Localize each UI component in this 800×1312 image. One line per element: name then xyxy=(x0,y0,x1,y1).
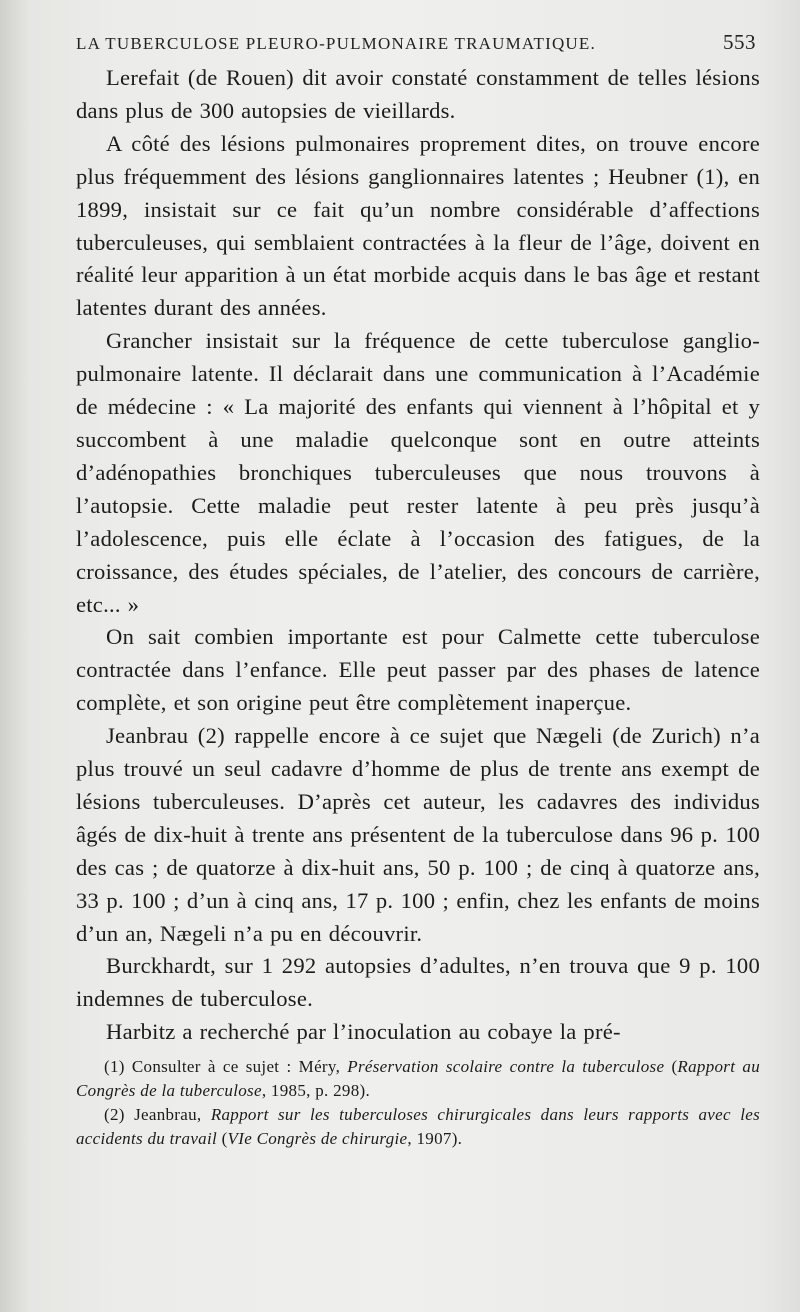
page-number: 553 xyxy=(723,30,756,54)
paragraph-lerefait: Lerefait (de Rouen) dit avoir constaté constamment de telles lésions dans plus de 300 autopsies de vieillards. xyxy=(76,65,760,123)
running-head-title: LA TUBERCULOSE PLEURO-PULMONAIRE TRAUMATIQUE. xyxy=(76,34,596,53)
body-text xyxy=(76,62,760,1049)
paragraph-harbitz: Harbitz a recherché par l’inoculation au cobaye la pré- xyxy=(106,1019,621,1045)
footnote-1 xyxy=(76,1055,760,1103)
footnote-tail: , 1985, p. 298). xyxy=(261,1081,371,1101)
footnote-middle: ( xyxy=(664,1057,678,1077)
footnote-middle: ( xyxy=(217,1129,228,1149)
footnote-tail: , 1907). xyxy=(407,1129,463,1149)
footnote-source: VIe Congrès de chirurgie xyxy=(227,1129,408,1149)
paragraph-ganglionnaires: A côté des lésions pulmonaires proprement dites, on trouve encore plus fréquemment des lésions ganglionnaires latentes ; Heubner (1), en 1899, insistait sur ce fait qu’un nombre considérable d’affections tuberculeuses, qui semblaient contractées à la fleur de l’âge, doivent en réalité leur apparition à un état morbide acquis dans le bas âge et restant latentes durant des années. xyxy=(76,130,760,321)
footnote-lead: Jeanbrau, xyxy=(124,1105,211,1125)
paragraph-jeanbrau: Jeanbrau (2) rappelle encore à ce sujet que Nægeli (de Zurich) n’a plus trouvé un seul cadavre d’homme de plus de trente ans exempt de lésions tuberculeuses. D’après cet auteur, les cadavres des individus âgés de dix-huit à trente ans présentent de la tuberculose dans 96 p. 100 des cas ; de quatorze à dix-huit ans, 50 p. 100 ; de cinq à quatorze ans, 33 p. 100 ; d’un à cinq ans, 17 p. 100 ; enfin, chez les enfants de moins d’un an, Nægeli n’a pu en découvrir. xyxy=(76,723,760,946)
paragraph-burckhardt: Burckhardt, sur 1 292 autopsies d’adultes, n’en trouva que 9 p. 100 indemnes de tuberculose. xyxy=(76,953,760,1012)
footnote-2 xyxy=(76,1103,760,1151)
footnote-work-title: Rapport sur les tuberculoses chirurgicales dans leurs rapports avec les accidents du travail xyxy=(76,1105,760,1149)
footnote-work-title: Préservation scolaire contre la tuberculose xyxy=(347,1057,665,1077)
footnote-source: Rapport au Congrès de la tuberculose xyxy=(76,1057,761,1101)
paragraph-grancher: Grancher insistait sur la fréquence de cette tuberculose ganglio-pulmonaire latente. Il déclarait dans une communication à l’Académie de médecine : « La majorité des enfants qui viennent à l’hôpital et y succombent à une maladie quelconque sont en outre atteints d’adénopathies bronchiques tuberculeuses que nous trouvons à l’autopsie. Cette maladie peut rester latente à peu près jusqu’à l’adolescence, puis elle éclate à l’occasion des fatigues, de la croissance, des études spéciales, de l’atelier, des concours de carrière, etc... » xyxy=(76,328,760,617)
footnote-marker: (1) xyxy=(104,1057,125,1077)
footnote-marker: (2) xyxy=(104,1105,125,1125)
footnotes xyxy=(76,1055,760,1151)
running-head xyxy=(76,30,760,60)
paragraph-calmette: On sait combien importante est pour Calmette cette tuberculose contractée dans l’enfance. Elle peut passer par des phases de latence complète, et son origine peut être complètement inaperçue. xyxy=(76,624,760,716)
footnote-lead: Consulter à ce sujet : Méry, xyxy=(124,1057,348,1077)
